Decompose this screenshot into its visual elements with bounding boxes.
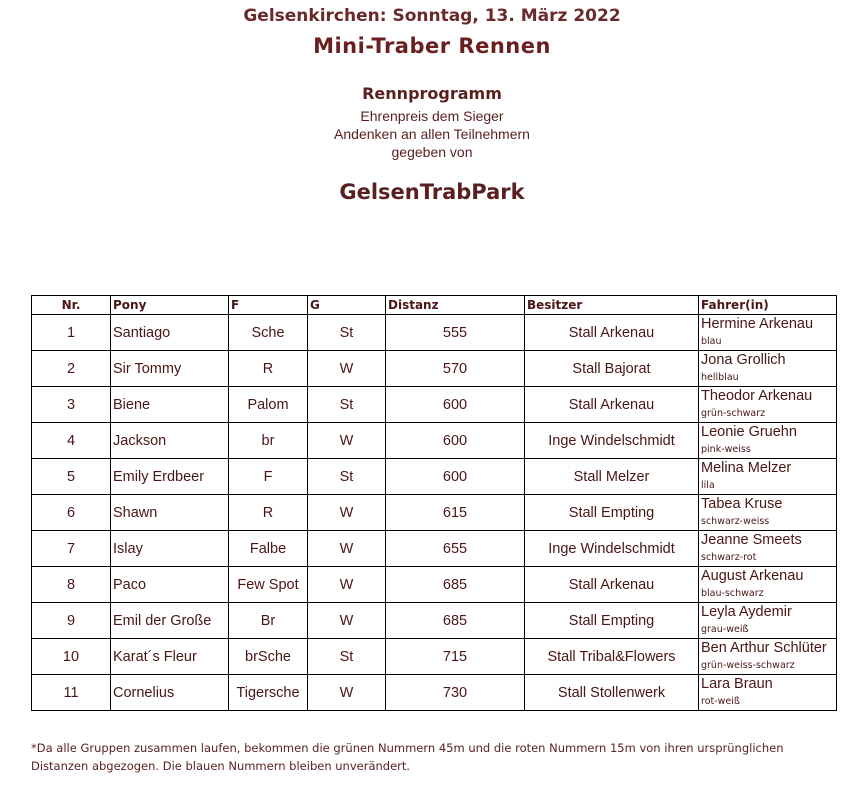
cell-besitzer: Inge Windelschmidt (525, 423, 699, 459)
cell-distanz: 685 (386, 603, 525, 639)
cell-besitzer: Stall Arkenau (525, 387, 699, 423)
cell-pony: Biene (111, 387, 229, 423)
table-header-row (32, 296, 837, 315)
cell-pony: Emily Erdbeer (111, 459, 229, 495)
table-row (32, 675, 837, 711)
cell-nr: 10 (32, 639, 111, 675)
cell-g: W (308, 531, 386, 567)
table-row (32, 567, 837, 603)
cell-nr: 4 (32, 423, 111, 459)
cell-f: brSche (229, 639, 308, 675)
cell-pony: Sir Tommy (111, 351, 229, 387)
driver-name: Ben Arthur Schlüter (701, 640, 827, 656)
cell-g: W (308, 423, 386, 459)
driver-colors: grün-weiss-schwarz (701, 659, 795, 671)
cell-besitzer: Stall Arkenau (525, 315, 699, 351)
cell-g: St (308, 315, 386, 351)
driver-colors: schwarz-rot (701, 551, 757, 563)
cell-f: R (229, 495, 308, 531)
driver-name: Lara Braun (701, 676, 773, 692)
driver-colors: pink-weiss (701, 443, 751, 455)
cell-distanz: 730 (386, 675, 525, 711)
prize-line: Ehrenpreis dem Sieger (360, 108, 504, 124)
cell-g: W (308, 603, 386, 639)
cell-pony: Karat´s Fleur (111, 639, 229, 675)
cell-distanz: 600 (386, 459, 525, 495)
cell-fahrer (699, 315, 837, 351)
cell-distanz: 600 (386, 423, 525, 459)
driver-colors: blau-schwarz (701, 587, 764, 599)
driver-name: Jona Grollich (701, 352, 786, 368)
table-row (32, 639, 837, 675)
cell-g: W (308, 351, 386, 387)
cell-fahrer (699, 639, 837, 675)
cell-f: br (229, 423, 308, 459)
cell-distanz: 600 (386, 387, 525, 423)
cell-f: Tigersche (229, 675, 308, 711)
table-row (32, 531, 837, 567)
date-line: Gelsenkirchen: Sonntag, 13. März 2022 (243, 6, 621, 26)
table-row (32, 459, 837, 495)
cell-fahrer (699, 387, 837, 423)
driver-colors: lila (701, 479, 715, 491)
driver-name: Leonie Gruehn (701, 424, 797, 440)
col-header-pony: Pony (111, 296, 229, 315)
cell-fahrer (699, 351, 837, 387)
cell-nr: 2 (32, 351, 111, 387)
cell-g: St (308, 639, 386, 675)
cell-fahrer (699, 567, 837, 603)
cell-f: Sche (229, 315, 308, 351)
souvenir-line: Andenken an allen Teilnehmern (334, 126, 530, 142)
cell-f: F (229, 459, 308, 495)
program-heading: Rennprogramm (362, 84, 502, 103)
col-header-fahrer: Fahrer(in) (699, 296, 837, 315)
driver-name: Hermine Arkenau (701, 316, 814, 332)
driver-name: August Arkenau (701, 568, 804, 584)
cell-g: W (308, 675, 386, 711)
page-title: Mini-Traber Rennen (313, 34, 551, 58)
driver-name: Tabea Kruse (701, 496, 783, 512)
cell-besitzer: Stall Melzer (525, 459, 699, 495)
cell-f: Palom (229, 387, 308, 423)
cell-f: Few Spot (229, 567, 308, 603)
race-program-table (31, 295, 837, 711)
cell-g: St (308, 459, 386, 495)
cell-g: W (308, 567, 386, 603)
cell-nr: 1 (32, 315, 111, 351)
cell-nr: 5 (32, 459, 111, 495)
cell-distanz: 615 (386, 495, 525, 531)
cell-pony: Jackson (111, 423, 229, 459)
driver-name: Jeanne Smeets (701, 532, 802, 548)
table-row (32, 495, 837, 531)
footnote: *Da alle Gruppen zusammen laufen, bekommen die grünen Nummern 45m und die roten Nummern 15m von ihren ursprünglichen Distanzen abgezogen. Die blauen Nummern bleiben unverändert. (31, 741, 784, 773)
cell-nr: 11 (32, 675, 111, 711)
cell-nr: 8 (32, 567, 111, 603)
cell-pony: Paco (111, 567, 229, 603)
cell-distanz: 715 (386, 639, 525, 675)
cell-nr: 3 (32, 387, 111, 423)
cell-f: R (229, 351, 308, 387)
cell-pony: Islay (111, 531, 229, 567)
cell-fahrer (699, 675, 837, 711)
col-header-besitzer: Besitzer (525, 296, 699, 315)
cell-distanz: 555 (386, 315, 525, 351)
driver-colors: grün-schwarz (701, 407, 766, 419)
cell-pony: Cornelius (111, 675, 229, 711)
col-header-f: F (229, 296, 308, 315)
table-row (32, 315, 837, 351)
cell-g: St (308, 387, 386, 423)
col-header-nr: Nr. (32, 296, 111, 315)
driver-colors: schwarz-weiss (701, 515, 770, 527)
driver-name: Leyla Aydemir (701, 604, 792, 620)
cell-pony: Shawn (111, 495, 229, 531)
cell-nr: 7 (32, 531, 111, 567)
driver-name: Melina Melzer (701, 460, 792, 476)
driver-colors: grau-weiß (701, 623, 749, 635)
cell-besitzer: Stall Empting (525, 603, 699, 639)
col-header-g: G (308, 296, 386, 315)
sponsor-brand: GelsenTrabPark (339, 180, 525, 204)
driver-colors: hellblau (701, 371, 739, 383)
col-header-distanz: Distanz (386, 296, 525, 315)
cell-besitzer: Stall Bajorat (525, 351, 699, 387)
cell-distanz: 685 (386, 567, 525, 603)
cell-fahrer (699, 531, 837, 567)
cell-pony: Santiago (111, 315, 229, 351)
table-row (32, 351, 837, 387)
table-row (32, 603, 837, 639)
cell-nr: 9 (32, 603, 111, 639)
cell-pony: Emil der Große (111, 603, 229, 639)
driver-name: Theodor Arkenau (701, 388, 813, 404)
driver-colors: blau (701, 335, 722, 347)
given-by-line: gegeben von (391, 144, 473, 160)
cell-fahrer (699, 423, 837, 459)
table-row (32, 387, 837, 423)
cell-besitzer: Inge Windelschmidt (525, 531, 699, 567)
cell-f: Br (229, 603, 308, 639)
cell-fahrer (699, 495, 837, 531)
cell-fahrer (699, 459, 837, 495)
cell-g: W (308, 495, 386, 531)
cell-nr: 6 (32, 495, 111, 531)
cell-fahrer (699, 603, 837, 639)
cell-besitzer: Stall Arkenau (525, 567, 699, 603)
cell-besitzer: Stall Stollenwerk (525, 675, 699, 711)
table-row (32, 423, 837, 459)
cell-besitzer: Stall Empting (525, 495, 699, 531)
driver-colors: rot-weiß (701, 695, 740, 707)
cell-distanz: 655 (386, 531, 525, 567)
cell-besitzer: Stall Tribal&Flowers (525, 639, 699, 675)
cell-f: Falbe (229, 531, 308, 567)
cell-distanz: 570 (386, 351, 525, 387)
